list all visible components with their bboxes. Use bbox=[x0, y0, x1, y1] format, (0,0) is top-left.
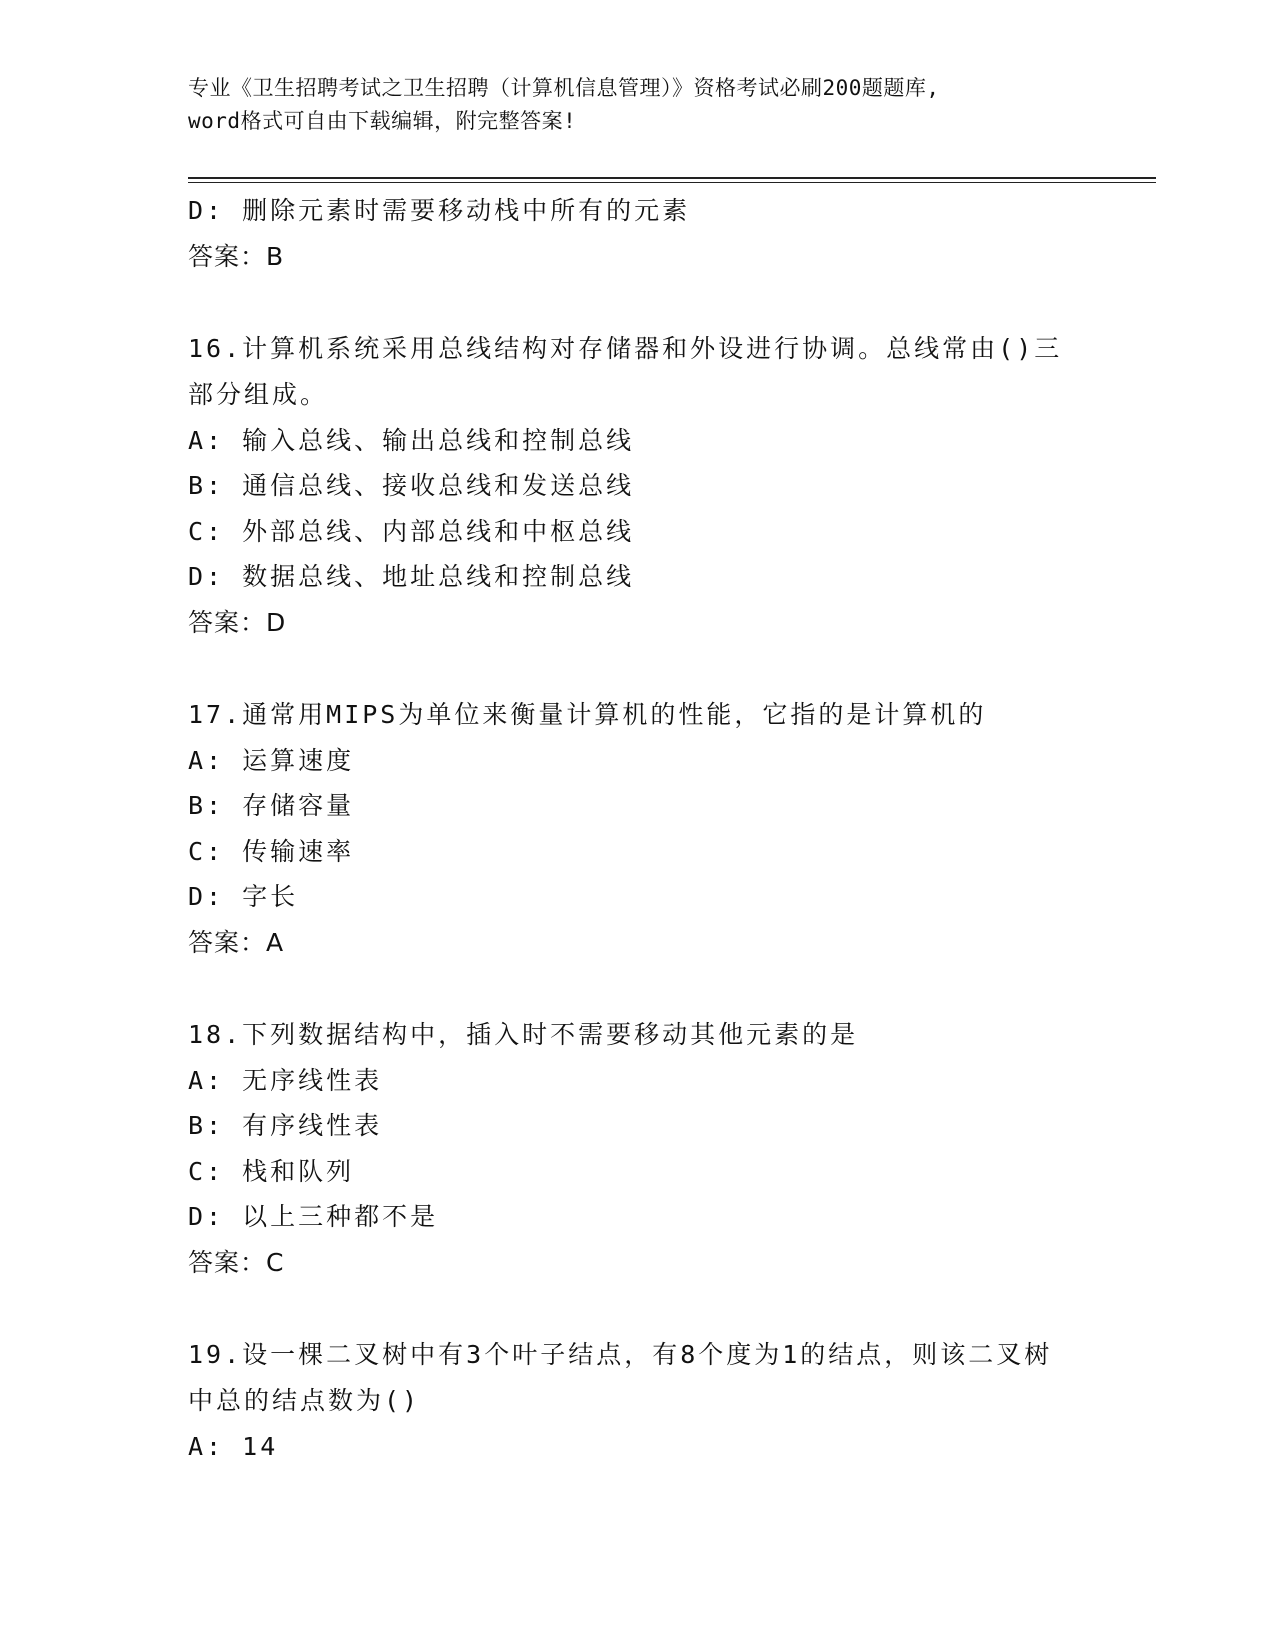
question-text: 16.计算机系统采用总线结构对存储器和外设进行协调。总线常由()三部分组成。 bbox=[188, 333, 1063, 409]
option-d: D: 删除元素时需要移动栈中所有的元素 bbox=[188, 196, 691, 225]
option-c: C: 栈和队列 bbox=[188, 1156, 355, 1186]
document-header bbox=[188, 72, 1088, 138]
option-b: B: 存储容量 bbox=[188, 791, 355, 820]
question-text: 19.设一棵二叉树中有3个叶子结点，有8个度为1的结点，则该二叉树中总的结点数为() bbox=[188, 1339, 1053, 1415]
answer: 答案：B bbox=[188, 241, 285, 271]
option-d: D: 以上三种都不是 bbox=[188, 1202, 439, 1231]
option-b: B: 有序线性表 bbox=[188, 1111, 383, 1140]
option-a: A: 无序线性表 bbox=[188, 1065, 383, 1095]
option-c: C: 传输速率 bbox=[188, 836, 355, 866]
option-a: A: 14 bbox=[188, 1431, 279, 1461]
option-a: A: 运算速度 bbox=[188, 745, 355, 775]
answer: 答案：A bbox=[188, 927, 285, 957]
header-divider-thick bbox=[188, 177, 1156, 179]
question-17 bbox=[188, 692, 1088, 966]
option-d: D: 数据总线、地址总线和控制总线 bbox=[188, 562, 635, 591]
answer: 答案：C bbox=[188, 1247, 285, 1277]
question-18 bbox=[188, 1012, 1088, 1286]
option-d: D: 字长 bbox=[188, 882, 299, 911]
question-text: 18.下列数据结构中，插入时不需要移动其他元素的是 bbox=[188, 1019, 859, 1049]
question-15-tail bbox=[188, 188, 1088, 280]
header-divider-thin bbox=[188, 182, 1156, 183]
spacer bbox=[188, 280, 1088, 326]
question-19 bbox=[188, 1332, 1088, 1470]
option-c: C: 外部总线、内部总线和中枢总线 bbox=[188, 516, 635, 546]
option-b: B: 通信总线、接收总线和发送总线 bbox=[188, 471, 635, 500]
question-16 bbox=[188, 326, 1088, 646]
header-line-2: word格式可自由下载编辑，附完整答案! bbox=[188, 109, 577, 133]
question-list bbox=[188, 188, 1088, 1469]
question-text: 17.通常用MIPS为单位来衡量计算机的性能，它指的是计算机的 bbox=[188, 699, 987, 729]
spacer bbox=[188, 1286, 1088, 1332]
spacer bbox=[188, 646, 1088, 692]
header-line-1: 专业《卫生招聘考试之卫生招聘（计算机信息管理）》资格考试必刷200题题库, bbox=[188, 76, 940, 100]
answer: 答案：D bbox=[188, 607, 287, 637]
option-a: A: 输入总线、输出总线和控制总线 bbox=[188, 425, 635, 455]
spacer bbox=[188, 966, 1088, 1012]
